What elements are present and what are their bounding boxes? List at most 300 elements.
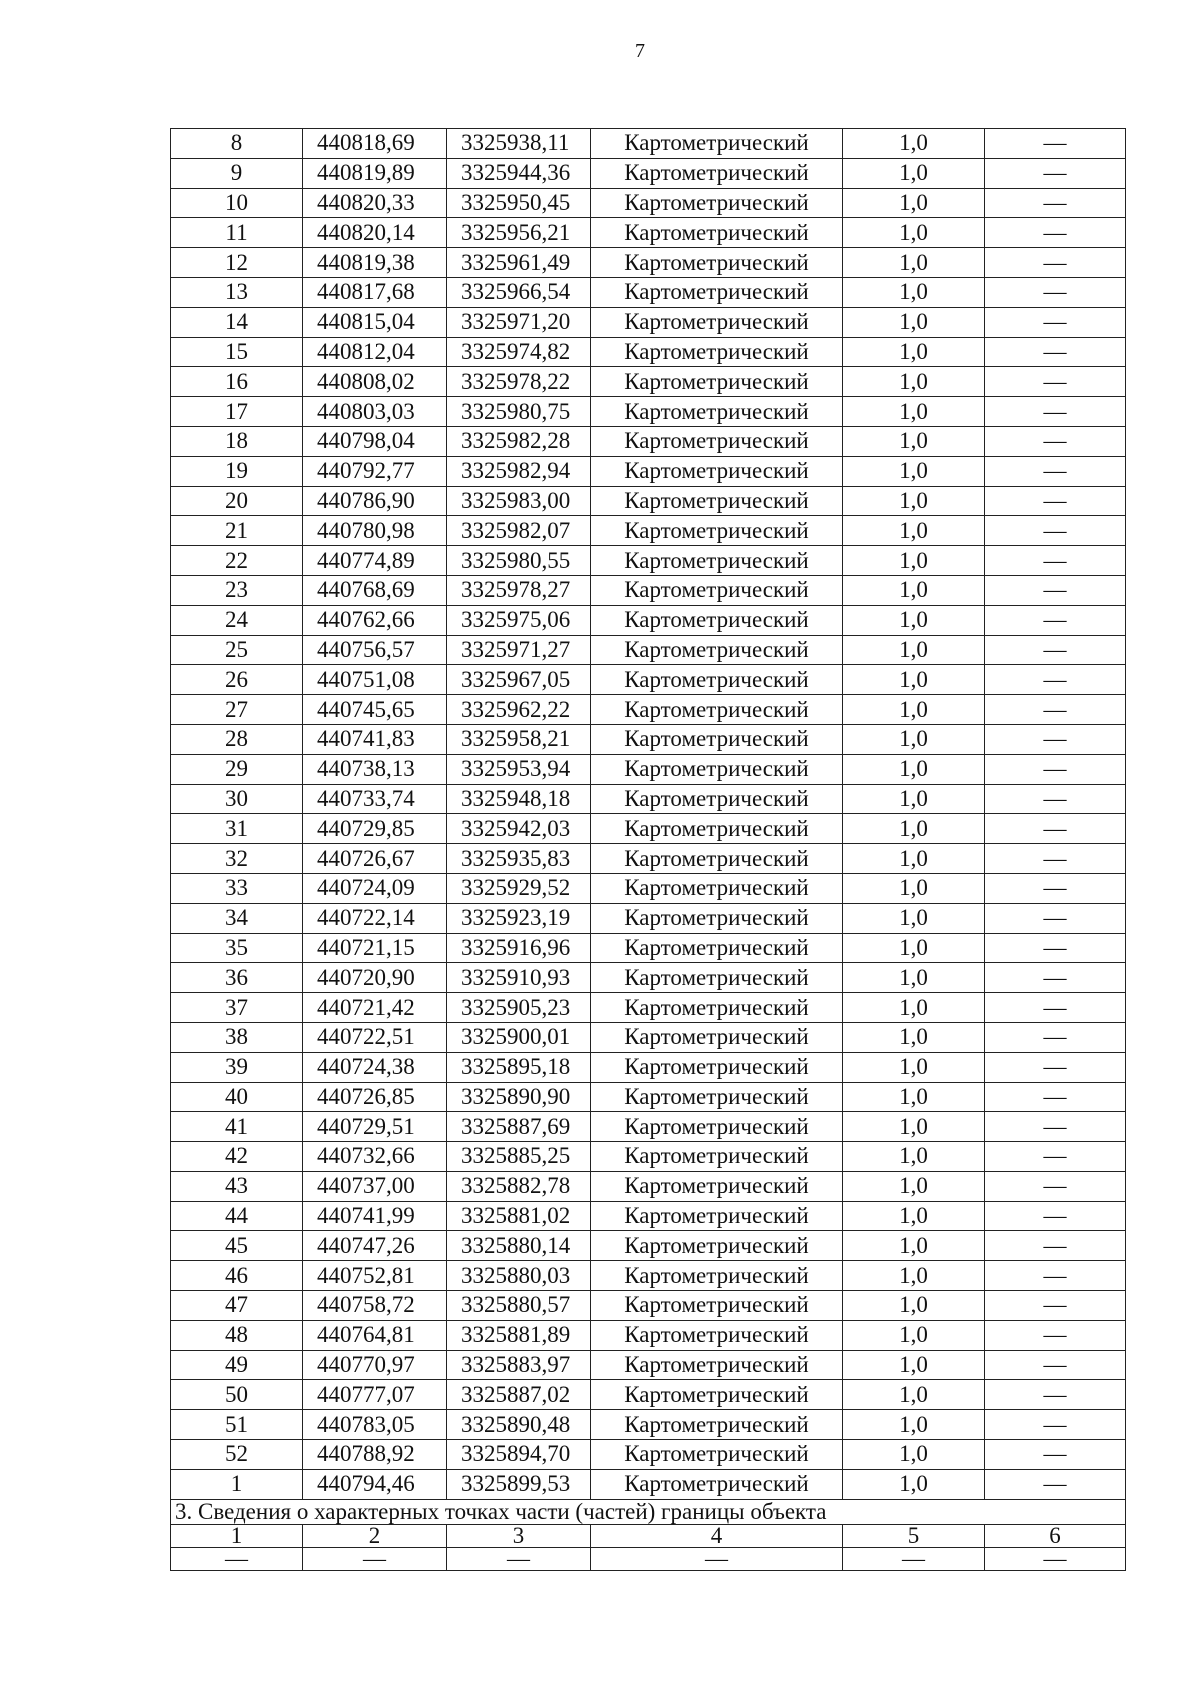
x-coordinate-cell: 440747,26 — [303, 1231, 447, 1261]
note-cell: — — [985, 784, 1126, 814]
table-row — [171, 1082, 1126, 1112]
method-cell: Картометрический — [591, 784, 843, 814]
y-coordinate-cell: 3325881,89 — [447, 1320, 591, 1350]
point-number-cell: 42 — [171, 1142, 303, 1172]
note-cell: — — [985, 1171, 1126, 1201]
x-coordinate-cell: 440820,14 — [303, 218, 447, 248]
x-coordinate-cell: 440786,90 — [303, 486, 447, 516]
accuracy-cell: 1,0 — [843, 903, 985, 933]
y-coordinate-cell: 3325971,20 — [447, 307, 591, 337]
accuracy-cell: 1,0 — [843, 486, 985, 516]
y-coordinate-cell: 3325971,27 — [447, 635, 591, 665]
accuracy-cell: 1,0 — [843, 695, 985, 725]
y-coordinate-cell: 3325882,78 — [447, 1171, 591, 1201]
table-row — [171, 1350, 1126, 1380]
accuracy-cell: 1,0 — [843, 993, 985, 1023]
accuracy-cell: 1,0 — [843, 516, 985, 546]
table-row — [171, 1261, 1126, 1291]
method-cell: Картометрический — [591, 1022, 843, 1052]
accuracy-cell: 1,0 — [843, 933, 985, 963]
method-cell: Картометрический — [591, 1291, 843, 1321]
method-cell: Картометрический — [591, 1410, 843, 1440]
note-cell: — — [985, 188, 1126, 218]
column-number-cell: 1 — [171, 1524, 303, 1547]
note-cell: — — [985, 307, 1126, 337]
accuracy-cell: 1,0 — [843, 784, 985, 814]
point-number-cell: 39 — [171, 1052, 303, 1082]
x-coordinate-cell: 440729,51 — [303, 1112, 447, 1142]
x-coordinate-cell: 440738,13 — [303, 754, 447, 784]
x-coordinate-cell: 440812,04 — [303, 337, 447, 367]
method-cell: Картометрический — [591, 1440, 843, 1470]
method-cell: Картометрический — [591, 1231, 843, 1261]
note-cell: — — [985, 963, 1126, 993]
point-number-cell: 25 — [171, 635, 303, 665]
note-cell: — — [985, 456, 1126, 486]
method-cell: Картометрический — [591, 1171, 843, 1201]
table-row — [171, 695, 1126, 725]
y-coordinate-cell: 3325975,06 — [447, 605, 591, 635]
table-row — [171, 933, 1126, 963]
accuracy-cell: 1,0 — [843, 158, 985, 188]
accuracy-cell: 1,0 — [843, 605, 985, 635]
empty-value-cell: — — [591, 1547, 843, 1570]
point-number-cell: 21 — [171, 516, 303, 546]
x-coordinate-cell: 440817,68 — [303, 277, 447, 307]
note-cell: — — [985, 516, 1126, 546]
table-row — [171, 516, 1126, 546]
accuracy-cell: 1,0 — [843, 665, 985, 695]
table-row — [171, 724, 1126, 754]
y-coordinate-cell: 3325895,18 — [447, 1052, 591, 1082]
point-number-cell: 46 — [171, 1261, 303, 1291]
y-coordinate-cell: 3325942,03 — [447, 814, 591, 844]
x-coordinate-cell: 440758,72 — [303, 1291, 447, 1321]
method-cell: Картометрический — [591, 129, 843, 159]
method-cell: Картометрический — [591, 248, 843, 278]
table-row — [171, 1201, 1126, 1231]
column-number-cell: 3 — [447, 1524, 591, 1547]
table-row — [171, 993, 1126, 1023]
accuracy-cell: 1,0 — [843, 575, 985, 605]
accuracy-cell: 1,0 — [843, 1171, 985, 1201]
accuracy-cell: 1,0 — [843, 1440, 985, 1470]
y-coordinate-cell: 3325982,28 — [447, 426, 591, 456]
point-number-cell: 36 — [171, 963, 303, 993]
accuracy-cell: 1,0 — [843, 277, 985, 307]
method-cell: Картометрический — [591, 456, 843, 486]
point-number-cell: 41 — [171, 1112, 303, 1142]
method-cell: Картометрический — [591, 903, 843, 933]
y-coordinate-cell: 3325982,07 — [447, 516, 591, 546]
accuracy-cell: 1,0 — [843, 1261, 985, 1291]
empty-value-cell: — — [171, 1547, 303, 1570]
x-coordinate-cell: 440756,57 — [303, 635, 447, 665]
column-number-cell: 4 — [591, 1524, 843, 1547]
x-coordinate-cell: 440762,66 — [303, 605, 447, 635]
x-coordinate-cell: 440780,98 — [303, 516, 447, 546]
x-coordinate-cell: 440726,67 — [303, 844, 447, 874]
table-row — [171, 1469, 1126, 1499]
point-number-cell: 31 — [171, 814, 303, 844]
point-number-cell: 32 — [171, 844, 303, 874]
method-cell: Картометрический — [591, 397, 843, 427]
empty-value-cell: — — [303, 1547, 447, 1570]
empty-values-row — [171, 1547, 1126, 1570]
point-number-cell: 26 — [171, 665, 303, 695]
table-row — [171, 754, 1126, 784]
method-cell: Картометрический — [591, 665, 843, 695]
table-row — [171, 844, 1126, 874]
y-coordinate-cell: 3325982,94 — [447, 456, 591, 486]
y-coordinate-cell: 3325887,69 — [447, 1112, 591, 1142]
point-number-cell: 50 — [171, 1380, 303, 1410]
method-cell: Картометрический — [591, 367, 843, 397]
note-cell: — — [985, 218, 1126, 248]
x-coordinate-cell: 440792,77 — [303, 456, 447, 486]
table-row — [171, 307, 1126, 337]
method-cell: Картометрический — [591, 337, 843, 367]
column-number-cell: 6 — [985, 1524, 1126, 1547]
point-number-cell: 51 — [171, 1410, 303, 1440]
x-coordinate-cell: 440777,07 — [303, 1380, 447, 1410]
table-row — [171, 814, 1126, 844]
y-coordinate-cell: 3325962,22 — [447, 695, 591, 725]
y-coordinate-cell: 3325923,19 — [447, 903, 591, 933]
point-number-cell: 33 — [171, 873, 303, 903]
table-row — [171, 1052, 1126, 1082]
empty-value-cell: — — [843, 1547, 985, 1570]
table-row — [171, 1440, 1126, 1470]
point-number-cell: 44 — [171, 1201, 303, 1231]
y-coordinate-cell: 3325880,14 — [447, 1231, 591, 1261]
column-number-cell: 5 — [843, 1524, 985, 1547]
table-row — [171, 1291, 1126, 1321]
y-coordinate-cell: 3325953,94 — [447, 754, 591, 784]
x-coordinate-cell: 440764,81 — [303, 1320, 447, 1350]
note-cell: — — [985, 277, 1126, 307]
point-number-cell: 34 — [171, 903, 303, 933]
table-row — [171, 456, 1126, 486]
accuracy-cell: 1,0 — [843, 1380, 985, 1410]
note-cell: — — [985, 1380, 1126, 1410]
method-cell: Картометрический — [591, 546, 843, 576]
point-number-cell: 52 — [171, 1440, 303, 1470]
table-row — [171, 1320, 1126, 1350]
method-cell: Картометрический — [591, 1082, 843, 1112]
accuracy-cell: 1,0 — [843, 307, 985, 337]
method-cell: Картометрический — [591, 1261, 843, 1291]
point-number-cell: 20 — [171, 486, 303, 516]
note-cell: — — [985, 1201, 1126, 1231]
y-coordinate-cell: 3325980,55 — [447, 546, 591, 576]
table-row — [171, 188, 1126, 218]
accuracy-cell: 1,0 — [843, 754, 985, 784]
accuracy-cell: 1,0 — [843, 1320, 985, 1350]
method-cell: Картометрический — [591, 933, 843, 963]
accuracy-cell: 1,0 — [843, 1231, 985, 1261]
page-number: 7 — [635, 40, 645, 62]
section-title-row — [171, 1499, 1126, 1524]
x-coordinate-cell: 440819,38 — [303, 248, 447, 278]
x-coordinate-cell: 440721,15 — [303, 933, 447, 963]
x-coordinate-cell: 440818,69 — [303, 129, 447, 159]
note-cell: — — [985, 873, 1126, 903]
table-row — [171, 903, 1126, 933]
x-coordinate-cell: 440741,83 — [303, 724, 447, 754]
point-number-cell: 49 — [171, 1350, 303, 1380]
y-coordinate-cell: 3325961,49 — [447, 248, 591, 278]
note-cell: — — [985, 1082, 1126, 1112]
method-cell: Картометрический — [591, 873, 843, 903]
table-row — [171, 1022, 1126, 1052]
y-coordinate-cell: 3325881,02 — [447, 1201, 591, 1231]
x-coordinate-cell: 440783,05 — [303, 1410, 447, 1440]
method-cell: Картометрический — [591, 1380, 843, 1410]
x-coordinate-cell: 440808,02 — [303, 367, 447, 397]
y-coordinate-cell: 3325929,52 — [447, 873, 591, 903]
note-cell: — — [985, 993, 1126, 1023]
method-cell: Картометрический — [591, 724, 843, 754]
y-coordinate-cell: 3325899,53 — [447, 1469, 591, 1499]
table-row — [171, 367, 1126, 397]
note-cell: — — [985, 1320, 1126, 1350]
point-number-cell: 47 — [171, 1291, 303, 1321]
point-number-cell: 17 — [171, 397, 303, 427]
note-cell: — — [985, 248, 1126, 278]
method-cell: Картометрический — [591, 516, 843, 546]
y-coordinate-cell: 3325883,97 — [447, 1350, 591, 1380]
table-row — [171, 486, 1126, 516]
method-cell: Картометрический — [591, 754, 843, 784]
y-coordinate-cell: 3325910,93 — [447, 963, 591, 993]
y-coordinate-cell: 3325880,03 — [447, 1261, 591, 1291]
table-row — [171, 129, 1126, 159]
x-coordinate-cell: 440794,46 — [303, 1469, 447, 1499]
accuracy-cell: 1,0 — [843, 546, 985, 576]
note-cell: — — [985, 695, 1126, 725]
note-cell: — — [985, 129, 1126, 159]
accuracy-cell: 1,0 — [843, 397, 985, 427]
method-cell: Картометрический — [591, 426, 843, 456]
y-coordinate-cell: 3325894,70 — [447, 1440, 591, 1470]
y-coordinate-cell: 3325948,18 — [447, 784, 591, 814]
table-row — [171, 1231, 1126, 1261]
y-coordinate-cell: 3325978,22 — [447, 367, 591, 397]
y-coordinate-cell: 3325890,48 — [447, 1410, 591, 1440]
note-cell: — — [985, 1469, 1126, 1499]
note-cell: — — [985, 605, 1126, 635]
table-row — [171, 605, 1126, 635]
note-cell: — — [985, 158, 1126, 188]
y-coordinate-cell: 3325916,96 — [447, 933, 591, 963]
method-cell: Картометрический — [591, 1350, 843, 1380]
point-number-cell: 19 — [171, 456, 303, 486]
point-number-cell: 24 — [171, 605, 303, 635]
note-cell: — — [985, 1142, 1126, 1172]
accuracy-cell: 1,0 — [843, 635, 985, 665]
note-cell: — — [985, 814, 1126, 844]
x-coordinate-cell: 440733,74 — [303, 784, 447, 814]
method-cell: Картометрический — [591, 963, 843, 993]
method-cell: Картометрический — [591, 1320, 843, 1350]
y-coordinate-cell: 3325974,82 — [447, 337, 591, 367]
x-coordinate-cell: 440774,89 — [303, 546, 447, 576]
point-number-cell: 40 — [171, 1082, 303, 1112]
y-coordinate-cell: 3325887,02 — [447, 1380, 591, 1410]
coordinates-table — [170, 128, 1126, 1571]
point-number-cell: 8 — [171, 129, 303, 159]
table-row — [171, 218, 1126, 248]
point-number-cell: 30 — [171, 784, 303, 814]
point-number-cell: 28 — [171, 724, 303, 754]
method-cell: Картометрический — [591, 486, 843, 516]
accuracy-cell: 1,0 — [843, 1052, 985, 1082]
y-coordinate-cell: 3325956,21 — [447, 218, 591, 248]
method-cell: Картометрический — [591, 635, 843, 665]
x-coordinate-cell: 440803,03 — [303, 397, 447, 427]
accuracy-cell: 1,0 — [843, 1469, 985, 1499]
table-row — [171, 397, 1126, 427]
table-row — [171, 277, 1126, 307]
point-number-cell: 13 — [171, 277, 303, 307]
accuracy-cell: 1,0 — [843, 337, 985, 367]
x-coordinate-cell: 440724,38 — [303, 1052, 447, 1082]
point-number-cell: 1 — [171, 1469, 303, 1499]
method-cell: Картометрический — [591, 814, 843, 844]
y-coordinate-cell: 3325935,83 — [447, 844, 591, 874]
table-row — [171, 1171, 1126, 1201]
x-coordinate-cell: 440745,65 — [303, 695, 447, 725]
table-row — [171, 635, 1126, 665]
table-row — [171, 873, 1126, 903]
point-number-cell: 45 — [171, 1231, 303, 1261]
y-coordinate-cell: 3325978,27 — [447, 575, 591, 605]
accuracy-cell: 1,0 — [843, 1082, 985, 1112]
x-coordinate-cell: 440722,51 — [303, 1022, 447, 1052]
point-number-cell: 27 — [171, 695, 303, 725]
column-number-row — [171, 1524, 1126, 1547]
y-coordinate-cell: 3325885,25 — [447, 1142, 591, 1172]
x-coordinate-cell: 440741,99 — [303, 1201, 447, 1231]
x-coordinate-cell: 440729,85 — [303, 814, 447, 844]
x-coordinate-cell: 440720,90 — [303, 963, 447, 993]
accuracy-cell: 1,0 — [843, 367, 985, 397]
note-cell: — — [985, 1231, 1126, 1261]
accuracy-cell: 1,0 — [843, 1112, 985, 1142]
note-cell: — — [985, 1291, 1126, 1321]
note-cell: — — [985, 1410, 1126, 1440]
method-cell: Картометрический — [591, 1201, 843, 1231]
note-cell: — — [985, 844, 1126, 874]
x-coordinate-cell: 440732,66 — [303, 1142, 447, 1172]
point-number-cell: 22 — [171, 546, 303, 576]
accuracy-cell: 1,0 — [843, 426, 985, 456]
x-coordinate-cell: 440751,08 — [303, 665, 447, 695]
x-coordinate-cell: 440722,14 — [303, 903, 447, 933]
accuracy-cell: 1,0 — [843, 814, 985, 844]
table-row — [171, 1380, 1126, 1410]
point-number-cell: 23 — [171, 575, 303, 605]
y-coordinate-cell: 3325958,21 — [447, 724, 591, 754]
y-coordinate-cell: 3325900,01 — [447, 1022, 591, 1052]
note-cell: — — [985, 754, 1126, 784]
y-coordinate-cell: 3325966,54 — [447, 277, 591, 307]
empty-value-cell: — — [985, 1547, 1126, 1570]
point-number-cell: 12 — [171, 248, 303, 278]
method-cell: Картометрический — [591, 993, 843, 1023]
accuracy-cell: 1,0 — [843, 1410, 985, 1440]
x-coordinate-cell: 440770,97 — [303, 1350, 447, 1380]
point-number-cell: 35 — [171, 933, 303, 963]
x-coordinate-cell: 440819,89 — [303, 158, 447, 188]
accuracy-cell: 1,0 — [843, 129, 985, 159]
table-row — [171, 248, 1126, 278]
y-coordinate-cell: 3325944,36 — [447, 158, 591, 188]
x-coordinate-cell: 440737,00 — [303, 1171, 447, 1201]
table-row — [171, 1410, 1126, 1440]
point-number-cell: 37 — [171, 993, 303, 1023]
y-coordinate-cell: 3325938,11 — [447, 129, 591, 159]
table-row — [171, 784, 1126, 814]
accuracy-cell: 1,0 — [843, 724, 985, 754]
note-cell: — — [985, 1350, 1126, 1380]
method-cell: Картометрический — [591, 605, 843, 635]
empty-value-cell: — — [447, 1547, 591, 1570]
method-cell: Картометрический — [591, 218, 843, 248]
note-cell: — — [985, 397, 1126, 427]
note-cell: — — [985, 635, 1126, 665]
table-row — [171, 546, 1126, 576]
table-row — [171, 1142, 1126, 1172]
x-coordinate-cell: 440798,04 — [303, 426, 447, 456]
y-coordinate-cell: 3325890,90 — [447, 1082, 591, 1112]
table-row — [171, 158, 1126, 188]
point-number-cell: 16 — [171, 367, 303, 397]
method-cell: Картометрический — [591, 1112, 843, 1142]
point-number-cell: 38 — [171, 1022, 303, 1052]
point-number-cell: 15 — [171, 337, 303, 367]
y-coordinate-cell: 3325950,45 — [447, 188, 591, 218]
y-coordinate-cell: 3325905,23 — [447, 993, 591, 1023]
accuracy-cell: 1,0 — [843, 1201, 985, 1231]
method-cell: Картометрический — [591, 844, 843, 874]
note-cell: — — [985, 337, 1126, 367]
point-number-cell: 29 — [171, 754, 303, 784]
method-cell: Картометрический — [591, 1142, 843, 1172]
coordinates-table-body — [171, 129, 1126, 1571]
table-row — [171, 963, 1126, 993]
point-number-cell: 10 — [171, 188, 303, 218]
note-cell: — — [985, 486, 1126, 516]
x-coordinate-cell: 440724,09 — [303, 873, 447, 903]
y-coordinate-cell: 3325983,00 — [447, 486, 591, 516]
section-title: 3. Сведения о характерных точках части (частей) границы объекта — [171, 1499, 1126, 1524]
note-cell: — — [985, 1440, 1126, 1470]
point-number-cell: 11 — [171, 218, 303, 248]
method-cell: Картометрический — [591, 575, 843, 605]
method-cell: Картометрический — [591, 1052, 843, 1082]
note-cell: — — [985, 426, 1126, 456]
accuracy-cell: 1,0 — [843, 963, 985, 993]
y-coordinate-cell: 3325880,57 — [447, 1291, 591, 1321]
note-cell: — — [985, 575, 1126, 605]
point-number-cell: 14 — [171, 307, 303, 337]
point-number-cell: 18 — [171, 426, 303, 456]
method-cell: Картометрический — [591, 158, 843, 188]
note-cell: — — [985, 903, 1126, 933]
accuracy-cell: 1,0 — [843, 1142, 985, 1172]
